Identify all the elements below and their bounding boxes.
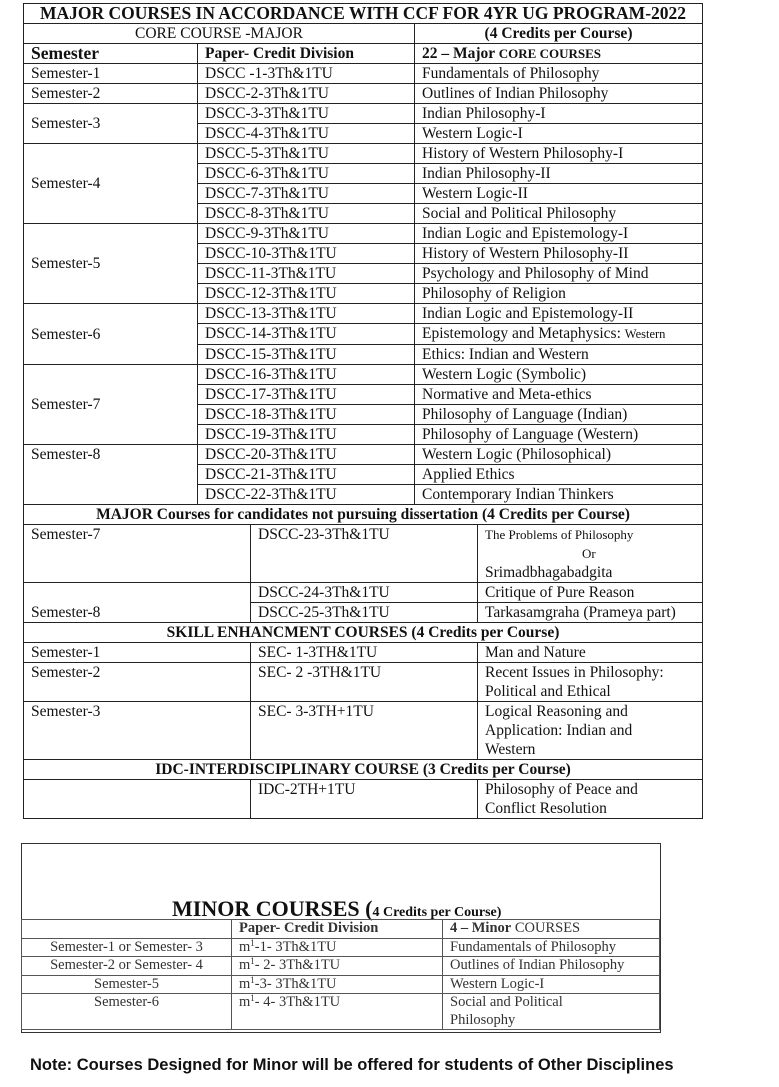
course-name — [478, 525, 703, 583]
header-courses-rest: CORE COURSES — [498, 46, 601, 61]
semester-cell: Semester-2 — [24, 663, 251, 702]
course-name — [415, 324, 703, 345]
course-name-text: Philosophy of Religion — [422, 285, 566, 302]
skill-title: SKILL ENHANCMENT COURSES (4 Credits per Course) — [24, 623, 703, 643]
paper-code: DSCC-23-3Th&1TU — [251, 525, 478, 583]
course-name — [443, 994, 660, 1030]
course-name — [478, 780, 703, 819]
course-name — [415, 365, 703, 385]
semester-cell: Semester-8 — [24, 445, 198, 505]
course-line: Application: Indian and — [485, 722, 633, 739]
course-name-text: Indian Philosophy-I — [422, 105, 546, 122]
course-name-text: Epistemology and Metaphysics: — [422, 325, 621, 342]
course-name — [415, 164, 703, 184]
course-line: Philosophy — [450, 1011, 516, 1028]
course-line: Srimadbhagabadgita — [485, 564, 613, 581]
header-semester — [22, 920, 232, 939]
course-name-text: Indian Philosophy-II — [422, 165, 551, 182]
paper-code — [232, 957, 443, 976]
paper-code: DSCC-22-3Th&1TU — [198, 485, 415, 505]
semester-cell: Semester-7 — [24, 525, 251, 583]
course-name-text: Fundamentals of Philosophy — [422, 65, 600, 82]
semester-cell: Semester-3 — [24, 702, 251, 760]
paper-code — [232, 994, 443, 1030]
core-credits: (4 Credits per Course) — [415, 24, 703, 44]
course-name — [415, 244, 703, 264]
table-row — [24, 224, 703, 244]
course-name-text: Philosophy of Language (Western) — [422, 426, 639, 443]
minor-title: MINOR COURSES (4 Credits per Course) — [172, 896, 502, 921]
table-row — [24, 445, 703, 465]
paper-code: DSCC-18-3Th&1TU — [198, 405, 415, 425]
course-line: Outlines of Indian Philosophy — [450, 957, 625, 973]
course-name: Tarkasamgraha (Prameya part) — [478, 603, 703, 623]
code-suffix: -3- 3Th&1TU — [254, 975, 337, 992]
course-name — [478, 643, 703, 663]
semester-cell: Semester-7 — [24, 365, 198, 445]
table-row — [24, 583, 703, 603]
paper-code: DSCC-24-3Th&1TU — [251, 583, 478, 603]
course-name — [415, 284, 703, 304]
code-suffix: - 4- 3Th&1TU — [254, 994, 341, 1010]
semester-cell: Semester-3 — [24, 104, 198, 144]
table-row — [24, 4, 703, 24]
course-name — [415, 465, 703, 485]
course-name — [415, 445, 703, 465]
course-line: Fundamentals of Philosophy — [450, 938, 616, 955]
header-courses-bold: 4 – Minor — [450, 920, 512, 936]
course-name — [415, 64, 703, 84]
header-courses-rest: COURSES — [514, 920, 581, 936]
course-name — [443, 957, 660, 976]
table-row — [24, 623, 703, 643]
paper-code: DSCC-4-3Th&1TU — [198, 124, 415, 144]
course-name-text: Outlines of Indian Philosophy — [422, 85, 609, 102]
paper-code: SEC- 3-3TH+1TU — [251, 702, 478, 760]
paper-code — [232, 938, 443, 957]
course-line: Conflict Resolution — [485, 800, 607, 817]
table-row — [24, 365, 703, 385]
semester-cell: Semester-5 — [24, 224, 198, 304]
course-name — [415, 204, 703, 224]
course-line: Philosophy of Peace and — [485, 781, 638, 798]
paper-code: DSCC-25-3Th&1TU — [251, 603, 478, 623]
table-row — [24, 144, 703, 164]
course-name-text: Western Logic (Symbolic) — [422, 366, 587, 383]
course-name-text: Social and Political Philosophy — [422, 205, 617, 222]
course-name-text: Psychology and Philosophy of Mind — [422, 265, 649, 282]
course-name — [415, 84, 703, 104]
header-courses — [443, 920, 660, 939]
paper-code: DSCC-21-3Th&1TU — [198, 465, 415, 485]
course-line: Social and Political — [450, 994, 563, 1010]
table-row — [24, 780, 703, 819]
table-row — [24, 663, 703, 702]
course-line: Logical Reasoning and — [485, 703, 628, 720]
course-name-text: Indian Logic and Epistemology-II — [422, 305, 634, 322]
course-name — [415, 184, 703, 204]
header-courses-bold: 22 – Major — [422, 45, 495, 62]
paper-code: SEC- 2 -3TH&1TU — [251, 663, 478, 702]
paper-code: IDC-2TH+1TU — [251, 780, 478, 819]
course-name — [415, 224, 703, 244]
paper-code: DSCC-7-3Th&1TU — [198, 184, 415, 204]
course-line: Political and Ethical — [485, 683, 611, 700]
course-line: Or — [582, 546, 596, 561]
course-name-text: Western Logic (Philosophical) — [422, 446, 612, 463]
paper-code: DSCC-20-3Th&1TU — [198, 445, 415, 465]
course-name-small: Western — [624, 327, 666, 341]
paper-code: DSCC-19-3Th&1TU — [198, 425, 415, 445]
course-name — [415, 124, 703, 144]
paper-code: SEC- 1-3TH&1TU — [251, 643, 478, 663]
code-superscript: 1 — [250, 938, 255, 948]
table-row — [22, 957, 660, 976]
table-row — [24, 643, 703, 663]
idc-title: IDC-INTERDISCIPLINARY COURSE (3 Credits per Course) — [24, 760, 703, 780]
course-name-text: Ethics: Indian and Western — [422, 346, 589, 363]
course-name-text: Western Logic-II — [422, 185, 528, 202]
semester-cell: Semester-1 or Semester- 3 — [22, 938, 232, 957]
course-line: The Problems of Philosophy — [485, 527, 634, 542]
footer-note: Note: Courses Designed for Minor will be offered for students of Other Disciplines — [30, 1056, 674, 1074]
paper-code: DSCC-15-3Th&1TU — [198, 345, 415, 365]
table-row — [24, 525, 703, 583]
paper-code: DSCC-3-3Th&1TU — [198, 104, 415, 124]
header-paper: Paper- Credit Division — [232, 920, 443, 939]
code-suffix: -1- 3Th&1TU — [254, 938, 337, 955]
semester-cell: Semester-4 — [24, 144, 198, 224]
course-line: Western — [485, 741, 536, 758]
course-name — [478, 702, 703, 760]
paper-code: DSCC-5-3Th&1TU — [198, 144, 415, 164]
code-superscript: 1 — [250, 975, 255, 985]
course-name — [415, 345, 703, 365]
course-name-text: History of Western Philosophy-I — [422, 145, 624, 162]
paper-code: DSCC-12-3Th&1TU — [198, 284, 415, 304]
semester-cell: Semester-8 — [24, 583, 251, 623]
course-name-text: Applied Ethics — [422, 466, 515, 483]
table-row — [24, 64, 703, 84]
paper-code: DSCC-2-3Th&1TU — [198, 84, 415, 104]
paper-code — [232, 975, 443, 994]
course-name — [415, 104, 703, 124]
code-superscript: 1 — [250, 993, 255, 1003]
table-title: MAJOR COURSES IN ACCORDANCE WITH CCF FOR 4YR UG PROGRAM-2022 — [24, 4, 703, 24]
paper-code: DSCC -1-3Th&1TU — [198, 64, 415, 84]
course-name — [443, 975, 660, 994]
paper-code: DSCC-9-3Th&1TU — [198, 224, 415, 244]
header-semester: Semester — [24, 44, 198, 64]
semester-cell: Semester-2 or Semester- 4 — [22, 957, 232, 976]
course-name — [415, 144, 703, 164]
semester-cell: Semester-2 — [24, 84, 198, 104]
minor-courses-table — [21, 919, 660, 1030]
paper-code: DSCC-10-3Th&1TU — [198, 244, 415, 264]
core-course-label: CORE COURSE -MAJOR — [24, 24, 415, 44]
code-prefix: m — [239, 957, 251, 973]
course-name-text: Western Logic-I — [422, 125, 523, 142]
course-name-text: Philosophy of Language (Indian) — [422, 406, 628, 423]
course-name: Critique of Pure Reason — [478, 583, 703, 603]
paper-code: DSCC-6-3Th&1TU — [198, 164, 415, 184]
code-superscript: 1 — [250, 956, 255, 966]
course-name — [415, 304, 703, 324]
course-line: Western Logic-I — [450, 975, 545, 992]
paper-code: DSCC-8-3Th&1TU — [198, 204, 415, 224]
semester-cell: Semester-1 — [24, 643, 251, 663]
table-row — [24, 760, 703, 780]
table-row — [22, 938, 660, 957]
course-line: Recent Issues in Philosophy: — [485, 664, 664, 681]
major-courses-table — [23, 3, 703, 819]
table-row — [24, 104, 703, 124]
code-prefix: m — [239, 975, 251, 992]
header-courses — [415, 44, 703, 64]
table-row — [22, 975, 660, 994]
paper-code: DSCC-14-3Th&1TU — [198, 324, 415, 345]
course-name — [443, 938, 660, 957]
header-paper: Paper- Credit Division — [198, 44, 415, 64]
table-row — [24, 44, 703, 64]
course-name-text: History of Western Philosophy-II — [422, 245, 629, 262]
table-row — [24, 24, 703, 44]
paper-code: DSCC-13-3Th&1TU — [198, 304, 415, 324]
table-row — [24, 84, 703, 104]
code-prefix: m — [239, 938, 251, 955]
semester-cell: Semester-6 — [24, 304, 198, 365]
course-name — [415, 485, 703, 505]
course-name — [415, 425, 703, 445]
course-line: Man and Nature — [485, 644, 586, 661]
course-name — [415, 264, 703, 284]
nodiss-title: MAJOR Courses for candidates not pursuing dissertation (4 Credits per Course) — [24, 505, 703, 525]
table-row — [24, 505, 703, 525]
code-prefix: m — [239, 994, 251, 1010]
table-row — [24, 304, 703, 324]
semester-cell: Semester-1 — [24, 64, 198, 84]
table-row — [22, 994, 660, 1030]
course-name — [415, 385, 703, 405]
course-name-text: Contemporary Indian Thinkers — [422, 486, 614, 503]
semester-cell: Semester-5 — [22, 975, 232, 994]
paper-code: DSCC-16-3Th&1TU — [198, 365, 415, 385]
code-suffix: - 2- 3Th&1TU — [254, 957, 341, 973]
table-row — [24, 702, 703, 760]
table-row — [22, 920, 660, 939]
semester-cell: Semester-6 — [22, 994, 232, 1030]
course-name-text: Normative and Meta-ethics — [422, 386, 592, 403]
paper-code: DSCC-17-3Th&1TU — [198, 385, 415, 405]
paper-code: DSCC-11-3Th&1TU — [198, 264, 415, 284]
course-name-text: Indian Logic and Epistemology-I — [422, 225, 629, 242]
semester-cell — [24, 780, 251, 819]
course-name — [415, 405, 703, 425]
course-name — [478, 663, 703, 702]
